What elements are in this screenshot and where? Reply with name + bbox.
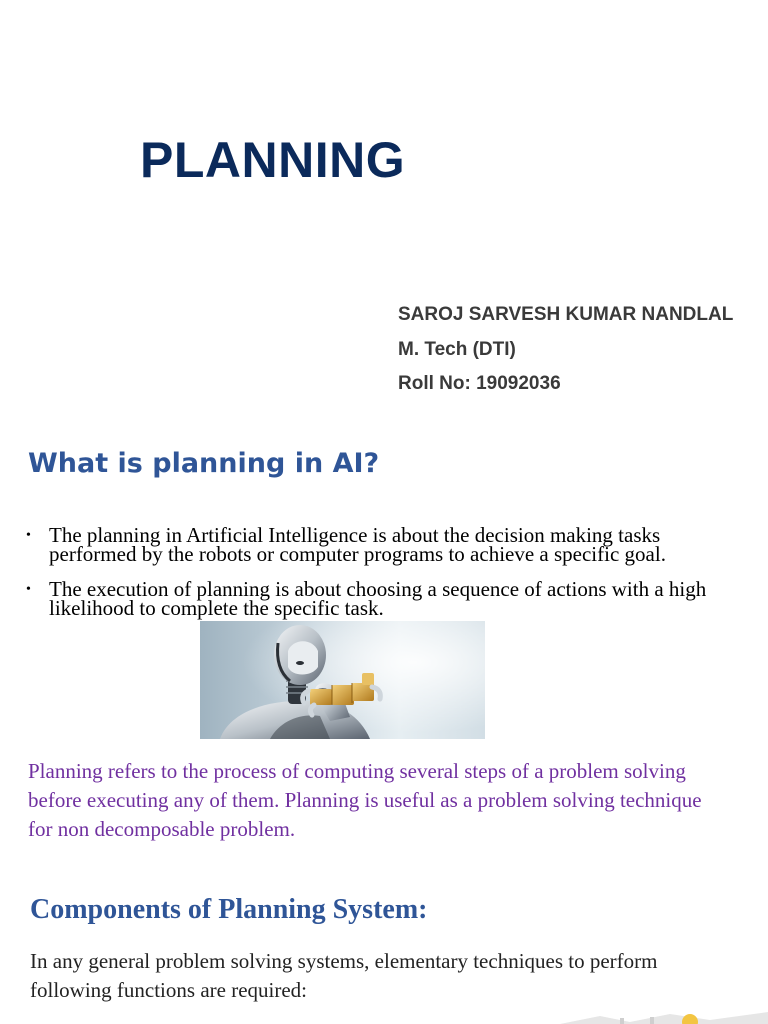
decorative-graphic <box>560 1008 768 1024</box>
list-item <box>24 577 724 620</box>
bullet-text: The planning in Artificial Intelligence is about the decision making tasks performed by the robots or computer programs to achieve a specific goal. <box>49 523 666 566</box>
planning-definition: Planning refers to the process of computing several steps of a problem solving before executing any of them. Planning is useful as a problem solving technique for non decomposable problem. <box>28 759 702 841</box>
robot-image <box>200 621 485 739</box>
bullet-icon: • <box>26 582 31 597</box>
author-block <box>398 300 733 404</box>
section-heading-components: Components of Planning System: <box>30 894 428 925</box>
list-item <box>24 523 724 566</box>
author-roll-number: Roll No: 19092036 <box>398 373 561 394</box>
components-intro-text: In any general problem solving systems, elementary techniques to perform following functions are required: <box>30 949 658 1002</box>
bullet-icon: • <box>26 528 31 543</box>
bullet-text: The execution of planning is about choosing a sequence of actions with a high likelihood to complete the specific task. <box>49 577 707 620</box>
bullet-list <box>24 523 724 634</box>
slide-title: PLANNING <box>140 132 406 188</box>
robot-illustration <box>200 621 485 739</box>
author-program: M. Tech (DTI) <box>398 338 516 360</box>
author-name: SAROJ SARVESH KUMAR NANDLAL <box>398 304 734 325</box>
section-heading-planning-in-ai: What is planning in AI? <box>28 448 380 479</box>
